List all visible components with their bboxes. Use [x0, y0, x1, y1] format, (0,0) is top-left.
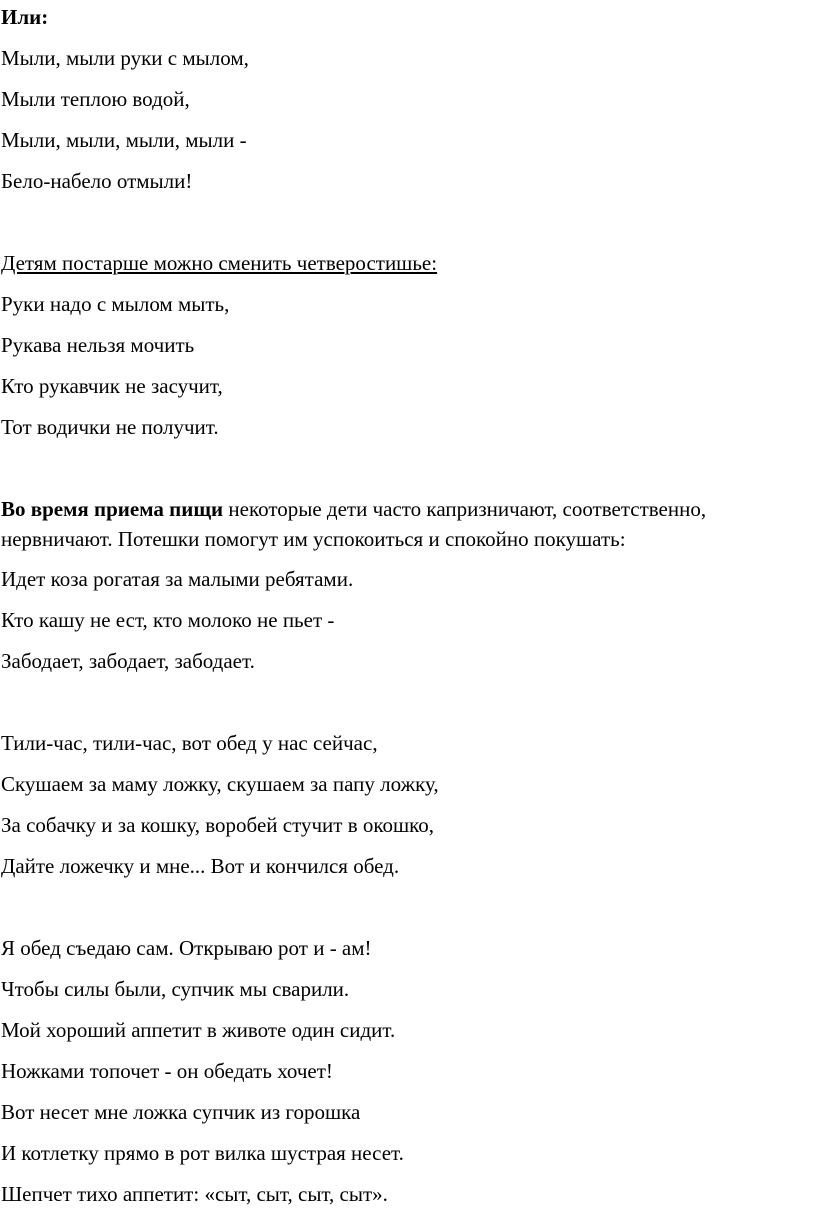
poem-line: И котлетку прямо в рот вилка шустрая несет.: [1, 1141, 404, 1165]
document-page: [1, 0, 816, 1215]
poem-line: Шепчет тихо аппетит: «сыт, сыт, сыт, сыт».: [1, 1182, 388, 1206]
meal-paragraph-text: некоторые дети часто капризничают, соответственно,: [223, 497, 707, 521]
poem-line: Тот водички не получит.: [1, 415, 219, 439]
poem-line: Дайте ложечку и мне... Вот и кончился обед.: [1, 854, 400, 878]
meal-paragraph-line2: нервничают. Потешки помогут им успокоиться и спокойно покушать:: [1, 527, 626, 551]
blank-line: [1, 682, 816, 723]
heading-text: Или:: [1, 5, 49, 29]
poem-line: Рукава нельзя мочить: [1, 333, 195, 357]
meal-paragraph: [1, 494, 816, 554]
poem-line: За собачку и за кошку, воробей стучит в окошко,: [1, 813, 435, 837]
meal-paragraph-bold: Во время приема пищи: [1, 497, 224, 521]
blank-line: [1, 887, 816, 928]
poem-line: Вот несет мне ложка супчик из горошка: [1, 1100, 361, 1124]
poem-line: Я обед съедаю сам. Открываю рот и - ам!: [1, 936, 372, 960]
poem-line: Мыли, мыли, мыли, мыли -: [1, 128, 247, 152]
poem-line: Мыли теплою водой,: [1, 87, 190, 111]
poem-line: Кто рукавчик не засучит,: [1, 374, 223, 398]
poem-line: Скушаем за маму ложку, скушаем за папу ложку,: [1, 772, 439, 796]
poem-line: Кто кашу не ест, кто молоко не пьет -: [1, 608, 335, 632]
blank-line: [1, 202, 816, 243]
older-children-note: Детям постарше можно сменить четверостишье:: [1, 251, 438, 275]
poem-line: Мой хороший аппетит в животе один сидит.: [1, 1018, 396, 1042]
heading-or: [1, 0, 816, 38]
poem-line: Мыли, мыли руки с мылом,: [1, 46, 249, 70]
poem-line: Чтобы силы были, супчик мы сварили.: [1, 977, 350, 1001]
poem-line: Бело-набело отмыли!: [1, 169, 193, 193]
poem-line: Ножками топочет - он обедать хочет!: [1, 1059, 333, 1083]
poem-line: Руки надо с мылом мыть,: [1, 292, 230, 316]
poem-line: Забодает, забодает, забодает.: [1, 649, 255, 673]
poem-line: Тили-час, тили-час, вот обед у нас сейчас,: [1, 731, 378, 755]
blank-line: [1, 448, 816, 489]
poem-line: Идет коза рогатая за малыми ребятами.: [1, 567, 354, 591]
